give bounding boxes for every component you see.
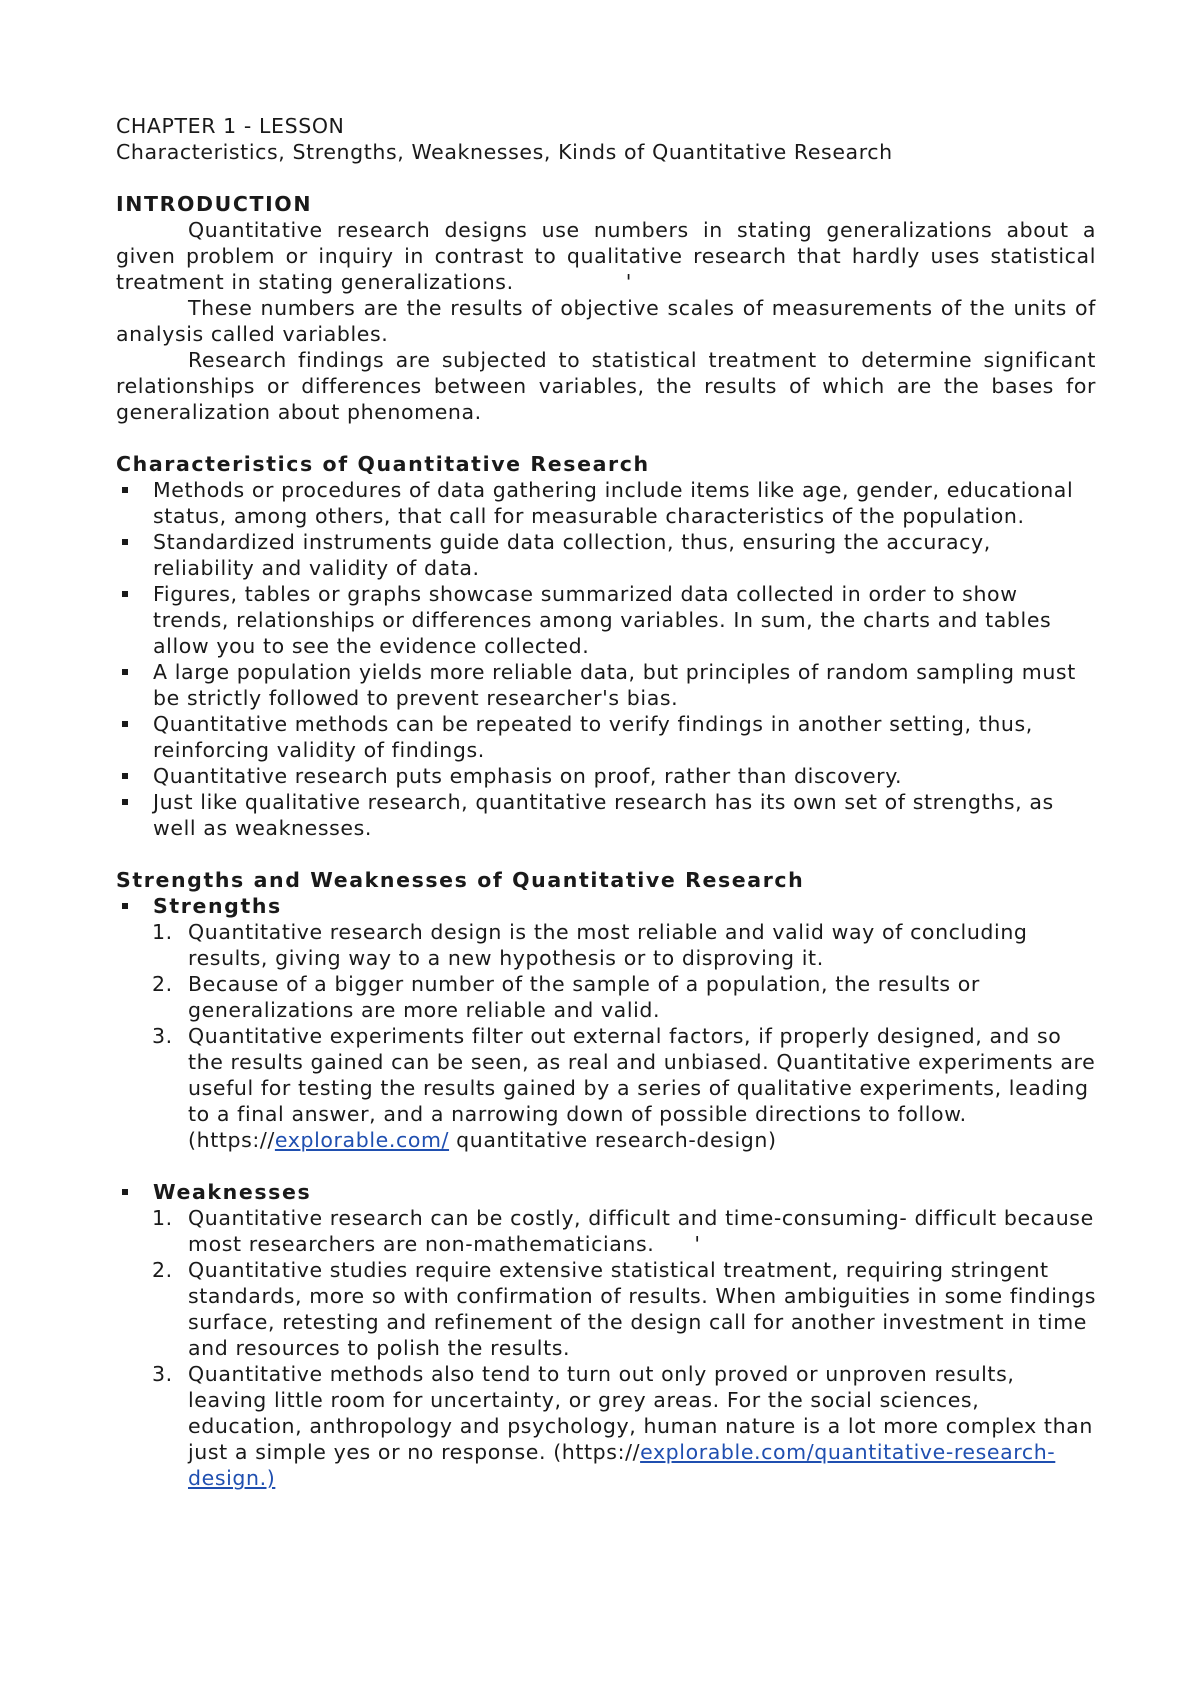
strengths-weaknesses-heading: Strengths and Weaknesses of Quantitative Research [116,868,805,892]
chapter-title: CHAPTER 1 - LESSON [116,114,345,138]
intro-paragraph-1: Quantitative research designs use numbers in stating generalizations about a given problem or inquiry in contrast to qualitative research that hardly uses statistical treatment in stating generalizations. ' [116,218,1096,294]
list-item: 2. Because of a bigger number of the sample of a population, the results or generalizations are more reliable and valid. [152,972,980,1022]
weaknesses-list [116,1205,1096,1491]
list-item: 3. Quantitative methods also tend to turn out only proved or unproven results, leaving little room for uncertainty, or grey areas. For the social sciences, education, anthropology and psychology, human nature is a lot more complex than just a simple yes or no response. (https://explorable.com/quantitative-research-design.) [152,1362,1093,1490]
list-item: Standardized instruments guide data collection, thus, ensuring the accuracy, reliability and validity of data. [116,529,1096,581]
document-body [116,113,1096,1491]
list-item: Methods or procedures of data gathering include items like age, gender, educational status, among others, that call for measurable characteristics of the population. [116,477,1096,529]
list-item: 1. Quantitative research design is the most reliable and valid way of concluding results, giving way to a new hypothesis or to disproving it. [152,920,1028,970]
intro-paragraph-2: These numbers are the results of objective scales of measurements of the units of analysis called variables. [116,296,1096,346]
strengths-list [116,919,1096,1153]
list-item: Figures, tables or graphs showcase summarized data collected in order to show trends, relationships or differences among variables. In sum, the charts and tables allow you to see the evidence collected. [116,581,1096,659]
list-item: 2. Quantitative studies require extensive statistical treatment, requiring stringent standards, more so with confirmation of results. When ambiguities in some findings surface, retesting and refinement of the design call for another investment in time and resources to polish the results. [152,1258,1096,1360]
characteristics-list [116,477,1096,841]
explorable-link[interactable]: explorable.com/ [274,1128,450,1152]
strengths-section [116,893,1096,919]
list-item: 1. Quantitative research can be costly, difficult and time-consuming- difficult because most researchers are non-mathematicians. ' [152,1206,1094,1256]
list-item: Quantitative research puts emphasis on proof, rather than discovery. [116,763,1096,789]
lesson-subtitle: Characteristics, Strengths, Weaknesses, Kinds of Quantitative Research [116,140,893,164]
list-item: Quantitative methods can be repeated to verify findings in another setting, thus, reinforcing validity of findings. [116,711,1096,763]
explorable-research-design-link[interactable]: explorable.com/quantitative-research-design.) [188,1440,1056,1490]
weaknesses-section [116,1179,1096,1205]
list-item: A large population yields more reliable data, but principles of random sampling must be strictly followed to prevent researcher's bias. [116,659,1096,711]
list-item: Just like qualitative research, quantitative research has its own set of strengths, as well as weaknesses. [116,789,1096,841]
characteristics-heading: Characteristics of Quantitative Research [116,452,650,476]
list-item: 3. Quantitative experiments filter out external factors, if properly designed, and so the results gained can be seen, as real and unbiased. Quantitative experiments are useful for testing the results gained by a series of qualitative experiments, leading to a final answer, and a narrowing down of possible directions to follow. (https://explorable.com/ quantitative research-design) [152,1024,1096,1152]
stray-mark: ' [625,270,632,294]
strengths-label: Strengths [116,893,1096,919]
intro-paragraph-3: Research findings are subjected to statistical treatment to determine significant relationships or differences between variables, the results of which are the bases for generalization about phenomena. [116,348,1096,424]
weaknesses-label: Weaknesses [116,1179,1096,1205]
stray-mark: ' [694,1232,701,1256]
introduction-heading: INTRODUCTION [116,192,313,216]
